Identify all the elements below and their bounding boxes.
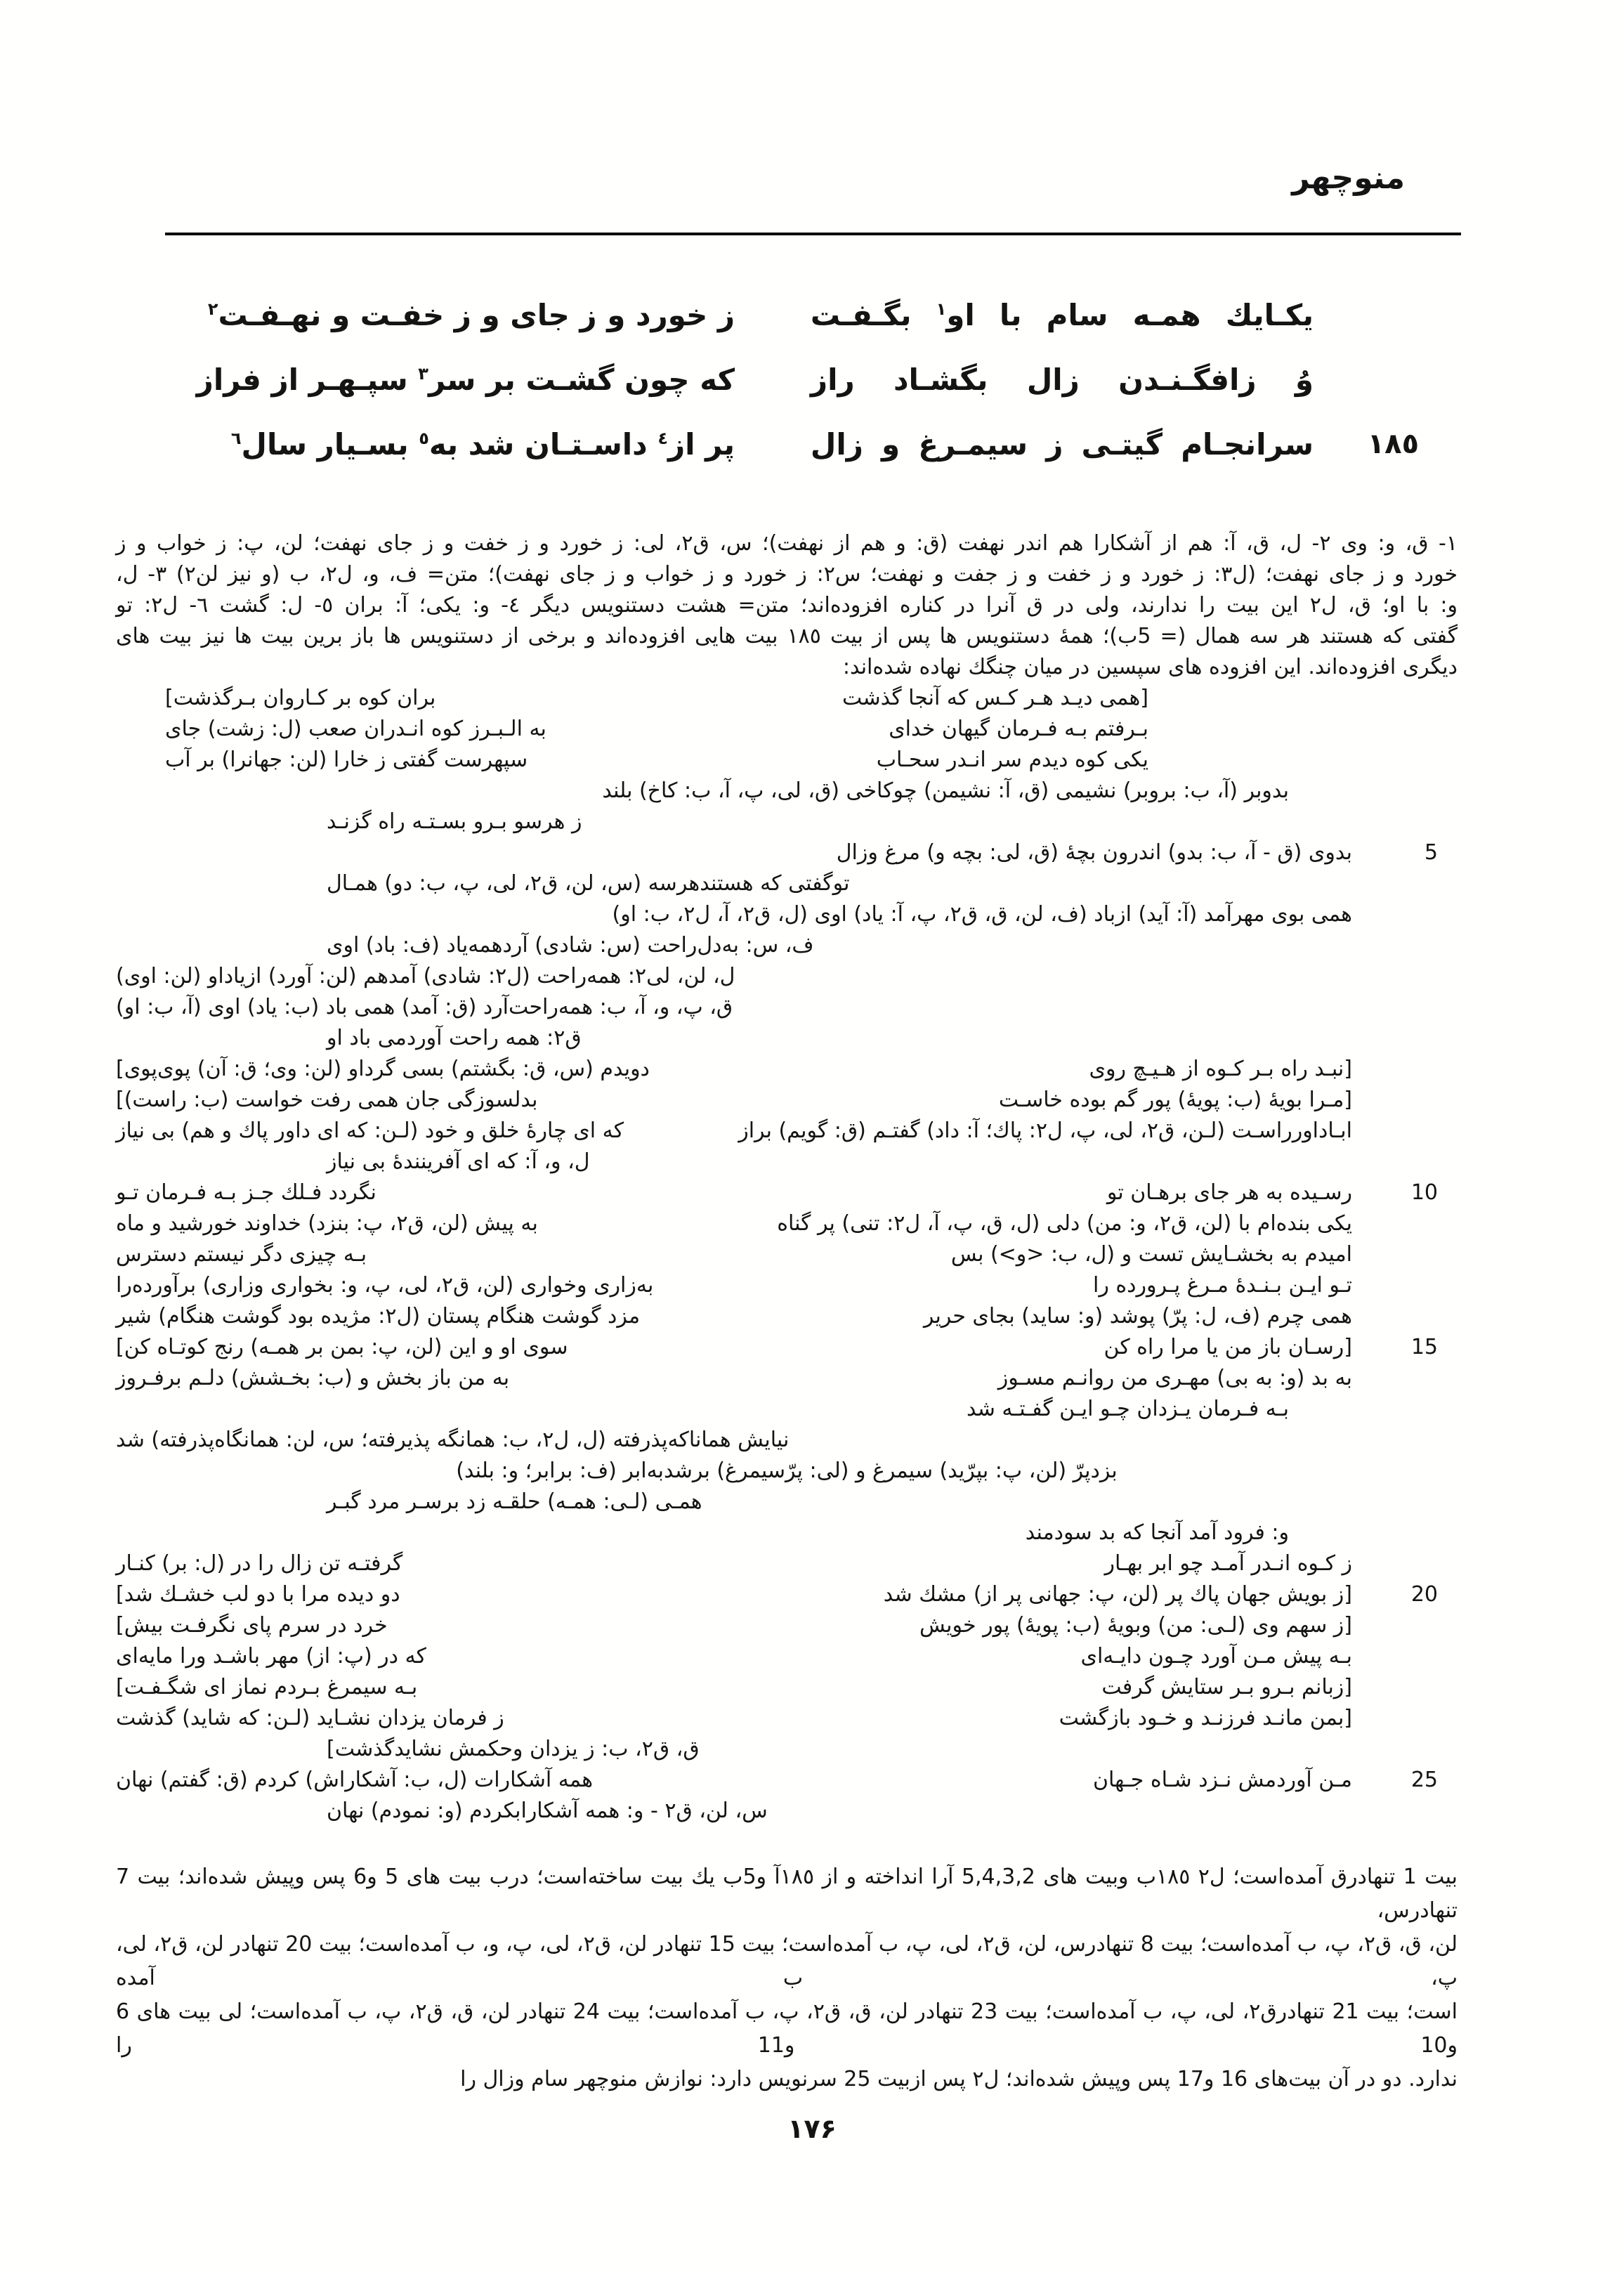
hemistich-left: نگردد فـلك جـز بـه فـرمان تـو: [116, 1180, 376, 1205]
hemistich-right: تـو ايـن بـنـدهٔ مـرغ پـرورده را: [1093, 1273, 1352, 1298]
apparatus-text-line: [116, 1456, 1458, 1487]
hemistich-left: دو ديده مرا با دو لب خشـك شد]: [116, 1582, 400, 1607]
apparatus-text-line: [116, 992, 1458, 1023]
footnote-marker: ٤: [657, 428, 668, 448]
line-text: ل، لن، لى٢: همه‌راحت (ل٢: شادى) آمدهم (لن: آورد) ازياداو (لن: اوى): [116, 964, 735, 988]
hemistich-left: بـه چيزى دگر نيستم دسترس: [116, 1242, 367, 1267]
verse-couplet: [116, 282, 1458, 347]
line-text: ق، پ، و، آ، ب: همه‌راحت‌آرد (ق: آمد) همى باد (ب: ياد) اوى (آ، ب: او): [116, 995, 733, 1019]
apparatus-text-line: [116, 961, 1458, 992]
line-text: است؛ بيت 21 تنهادرق٢، لى، پ، ب آمده‌است؛ بيت 23 تنهادر لن، ق، ق٢، پ، ب آمده‌است؛ بيت 24 تنهادر لن، ق، ق٢، پ، ب آمده‌است؛ لى بيت هاى 6 و10 و11 را: [116, 1999, 1458, 2058]
line-text: خورد و ز جاى نهفت؛ (ل٣: ز خورد و ز خفت و ز جفت و نهفت؛ س٢: ز خورد و ز خواب و ز جاى نهفت)؛ متن= ف، و، ل٢، ب (و نيز لن٢) ٣- ل،: [116, 562, 1458, 587]
line-text: ف، س: به‌دل‌راحت (س: شادى) آردهمه‌ياد (ف: باد) اوى: [327, 933, 814, 958]
apparatus-verse-line: [116, 1579, 1458, 1610]
line-text: ١- ق، و: وى ٢- ل، ق، آ: هم از آشكارا هم اندر نهفت (ق: و هم از نهفت)؛ س، ق٢، لى: ز خورد و ز خفت و ز جاى نهفت؛ لن، پ: ز خواب و ز: [116, 531, 1458, 556]
footnote-marker: ٣: [418, 363, 428, 384]
hemistich-right: [رسـان باز من يا مرا راه كن: [1104, 1335, 1352, 1359]
apparatus-text-line: [116, 1517, 1458, 1548]
line-text: لن، ق، ق٢، پ، ب آمده‌است؛ بيت 8 تنهادرس، لن، ق٢، لى، پ، ب آمده‌است؛ بيت 15 تنهادر لن، ق٢، لى، پ، و، ب آمده‌است؛ بيت 20 تنهادر لن، ق٢، لى، پ، ب آمده: [116, 1932, 1458, 1990]
hemistich-left: دويدم (س، ق: بگشتم) بسى گرداو (لن: وى؛ ق: آن) پوى‌پوى]: [116, 1057, 650, 1081]
apparatus-text-line: [116, 1995, 1458, 2063]
apparatus-text-line: [116, 1928, 1458, 1995]
hemistich-left: سپهرست گفتى ز خارا (لن: جهانرا) بر آب: [165, 747, 528, 772]
apparatus-verse-line: [116, 1610, 1458, 1641]
line-text: توگفتى كه هستندهرسه (س، لن، ق٢، لى، پ، ب: دو) همـال: [327, 871, 850, 896]
line-text: بزدپرّ (لن، پ: بپرّيد) سيمرغ و (لى: پرّسيمرغ) برشدبه‌ابر (ف: برابر؛ و: بلند): [456, 1458, 1118, 1483]
hemistich-left: كه اى چارهٔ خلق و خود (لـن: كه اى داور پاك و هم) بى نياز: [116, 1118, 624, 1143]
verse-couplet: [116, 412, 1458, 476]
apparatus-text-line: [116, 1394, 1458, 1425]
apparatus-text-line: [116, 528, 1458, 559]
apparatus-text-line: [116, 807, 1458, 837]
apparatus-verse-line: [116, 714, 1458, 745]
hemistich-left: پر از$^٤$ داسـتـان شد به$^٥$ بسـيار سال$^٦$: [230, 426, 735, 462]
footnote-marker: ٦: [230, 428, 242, 448]
hemistich-left: به الـبـرز كوه انـدران صعب (ل: زشت) جاى: [165, 717, 546, 741]
apparatus-verse-line: [116, 1116, 1458, 1147]
apparatus-text-line: [116, 1860, 1458, 1928]
margin-verse-number: 15: [1410, 1335, 1438, 1359]
hemistich-left: بدلسوزگى جان همى رفت خواست (ب: راست)]: [116, 1088, 538, 1112]
line-text: بدوبر (آ، ب: بروبر) نشيمى (ق، آ: نشيمن) چوكاخى (ق، لى، پ، آ، ب: كاخ) بلند: [602, 778, 1289, 803]
line-text: نيايش هماناكه‌پذرفته (ل، ل٢، ب: همانگه پذيرفته؛ س، لن: همانگاه‌پذرفته) شد: [116, 1428, 790, 1452]
hemistich-left: گرفتـه تن زال را در (ل: بر) كنـار: [116, 1551, 403, 1576]
apparatus-verse-line: [116, 1177, 1458, 1208]
hemistich-left: ز خورد و ز جاى و ز خفـت و نهـفـت$^٢$: [207, 297, 735, 332]
apparatus-text-line: [116, 652, 1458, 683]
hemistich-right: [زبانم بـرو بـر ستايش گرفت: [1101, 1675, 1352, 1699]
hemistich-left: به‌زارى وخوارى (لن، ق٢، لى، پ، و: بخوارى وزارى) برآورده‌را: [116, 1273, 654, 1298]
line-text: ق، ق٢، ب: ز يزدان وحكمش نشايدگذشت]: [327, 1737, 700, 1761]
footnote-marker: ٢: [207, 299, 218, 319]
apparatus-verse-line: [116, 1301, 1458, 1332]
margin-verse-number: 20: [1410, 1582, 1438, 1607]
apparatus-text-line: [116, 559, 1458, 590]
apparatus-text-line: [116, 1734, 1458, 1765]
line-text: بيت 1 تنهادرق آمده‌است؛ ل٢ ١٨٥ب وبيت هاى 5,4,3,2 آرا انداخته و از ١٨٥آ و5ب يك بيت ساخته‌است؛ درب بيت هاى 5 و6 پس وپيش شده‌اند؛ بيت 7 تنهادرس،: [116, 1865, 1458, 1923]
hemistich-right: [همى ديـد هـر كـس كه آنجا گذشت: [842, 686, 1148, 710]
margin-verse-number: 25: [1410, 1768, 1438, 1792]
hemistich-right: بـه پيش مـن آورد چـون دايـه‌اى: [1080, 1644, 1352, 1669]
apparatus-verse-line: [116, 1208, 1458, 1239]
apparatus-verse-line: [116, 1548, 1458, 1579]
apparatus-text-line: [116, 776, 1458, 807]
line-text: و: فرود آمد آنجا كه بد سودمند: [1025, 1520, 1289, 1545]
line-text: گفتى كه هستند هر سه همال (= 5ب)؛ همهٔ دستنويس ها پس از بيت ١٨٥ بيت هايى افزوده‌اند و برخى از دستنويس ها باز برين بيت ها نيز بيت هاى: [116, 624, 1458, 648]
header-rule: [165, 233, 1461, 235]
apparatus-verse-line: [116, 683, 1458, 714]
apparatus-verse-line: [116, 1085, 1458, 1116]
hemistich-right: يكى كوه ديدم سر انـدر سحـاب: [876, 747, 1148, 772]
hemistich-right: اميدم به بخشـايش تست و (ل، ب: <و>) بس: [950, 1242, 1352, 1267]
footnote-marker: ٥: [419, 428, 429, 448]
line-text: همـى (لـى: همـه) حلقـه زد برسـر مرد گبـر: [327, 1489, 702, 1514]
hemistich-left: خرد در سرم پاى نگرفـت بيش]: [116, 1613, 388, 1638]
apparatus-verse-line: [116, 1270, 1458, 1301]
page-number: ١٧۶: [787, 2113, 837, 2144]
hemistich-right: مـن آوردمش نـزد شـاه جـهان: [1093, 1768, 1352, 1792]
hemistich-left: به پيش (لن، ق٢، پ: بنزد) خداوند خورشيد و ماه: [116, 1211, 538, 1236]
line-text: همى بوى مهرآمد (آ: آيد) ازباد (ف، لن، ق، ق٢، پ، آ: ياد) اوى (ل، ق٢، آ، ل٢، ب: او): [612, 902, 1352, 927]
hemistich-right: يكـايك همـه سام با او$^١$ بگـفـت: [810, 297, 1314, 332]
hemistich-right: رسـيده به هر جاى برهـان تو: [1106, 1180, 1352, 1205]
line-text: بـه فـرمان يـزدان چـو ايـن گفـتـه شد: [967, 1397, 1289, 1421]
margin-verse-number: 5: [1424, 840, 1438, 865]
hemistich-right: همى چرم (ف، ل: پرّ) پوشد (و: سايد) بجاى حرير: [923, 1304, 1352, 1328]
hemistich-left: همه آشكارات (ل، ب: آشكاراش) كردم (ق: گفتم) نهان: [116, 1768, 594, 1792]
line-text: بدوى (ق - آ، ب: بدو) اندرون بچهٔ (ق، لى: بچه و) مرغ وزال: [836, 840, 1352, 865]
line-text: ديگرى افزوده‌اند. اين افزوده هاى سپسين در ميان چنگك نهاده شده‌اند:: [842, 655, 1458, 679]
line-text: ندارد. دو در آن بيت‌هاى 16 و17 پس وپيش شده‌اند؛ ل٢ پس ازبيت 25 سرنويس دارد: نوازش منوچهر سام وزال را: [460, 2067, 1458, 2091]
hemistich-left: مزد گوشت هنگام پستان (ل٢: مژيده بود گوشت هنگام) شير: [116, 1304, 641, 1328]
critical-apparatus: [116, 528, 1458, 1827]
line-text: ق٢: همه راحت آوردمى باد او: [327, 1026, 582, 1050]
footnote-paragraph: [116, 1860, 1458, 2096]
hemistich-right: يكى بنده‌ام با (لن، ق٢، و: من) دلى (ل، ق، پ، آ، ل٢: تنى) پر گناه: [777, 1211, 1352, 1236]
apparatus-verse-line: [116, 1239, 1458, 1270]
hemistich-right: وُ زافگـنـدن زال بگشـاد راز: [810, 362, 1314, 397]
apparatus-verse-line: [116, 1703, 1458, 1734]
hemistich-right: [ز سهم وى (لـى: من) وبويهٔ (ب: پويهٔ) پور خويش: [919, 1613, 1352, 1638]
apparatus-verse-line: [116, 745, 1458, 776]
hemistich-left: بران كوه بر كـاروان بـرگذشت]: [165, 686, 436, 710]
apparatus-text-line: [116, 837, 1458, 868]
apparatus-text-line: [116, 868, 1458, 899]
apparatus-text-line: [116, 1147, 1458, 1177]
apparatus-text-line: [116, 930, 1458, 961]
footnote-marker: ١: [936, 299, 947, 319]
apparatus-text-line: [116, 1425, 1458, 1456]
line-text: ل، و، آ: كه اى آفرينندهٔ بى نياز: [327, 1149, 590, 1174]
apparatus-text-line: [116, 1796, 1458, 1827]
line-text: ز هرسو بـرو بسـتـه راه گزنـد: [327, 809, 582, 834]
apparatus-verse-line: [116, 1332, 1458, 1363]
hemistich-right: سرانجـام گيتـى ز سيمـرغ و زال: [810, 426, 1314, 462]
hemistich-right: ز كـوه انـدر آمـد چو ابر بهـار: [1104, 1551, 1352, 1576]
chapter-header: منوچهر: [1292, 160, 1405, 196]
margin-verse-number: 10: [1410, 1180, 1438, 1205]
hemistich-left: ز فرمان يزدان نشـايد (لـن: كه شايد) گذشت: [116, 1706, 504, 1730]
verse-couplet: [116, 347, 1458, 412]
apparatus-text-line: [116, 590, 1458, 621]
hemistich-left: سوى او و اين (لن، پ: بمن بر همـه) رنج كوتـاه كن]: [116, 1335, 568, 1359]
line-text: س، لن، ق٢ - و: همه آشكارابكردم (و: نمودم) نهان: [327, 1798, 768, 1823]
hemistich-right: [بمن مانـد فرزنـد و خـود بازگشت: [1059, 1706, 1352, 1730]
apparatus-text-line: [116, 1023, 1458, 1054]
hemistich-right: ابـاداورراسـت (لـن، ق٢، لى، پ، ل٢: پاك؛ آ: داد) گفتـم (ق: گويم) براز: [738, 1118, 1352, 1143]
apparatus-text-line: [116, 2063, 1458, 2096]
apparatus-verse-line: [116, 1363, 1458, 1394]
main-verses: [116, 282, 1458, 476]
apparatus-text-line: [116, 899, 1458, 930]
hemistich-right: [نبـد راه بـر كـوه از هـيـچ روى: [1089, 1057, 1352, 1081]
apparatus-text-line: [116, 621, 1458, 652]
hemistich-left: بـه سيمرغ بـردم نماز اى شگـفـت]: [116, 1675, 418, 1699]
hemistich-left: به من باز بخش و (ب: بخـشش) دلـم برفـروز: [116, 1366, 510, 1390]
line-text: و: با او؛ ق، ل٢ اين بيت را ندارند، ولى در ق آنرا در كناره افزوده‌اند؛ متن= هشت دستنويس ديگر ٤- و: يكى؛ آ: بران ٥- ل: گشت ٦- ل٢: تو: [116, 593, 1458, 618]
apparatus-verse-line: [116, 1641, 1458, 1672]
apparatus-text-line: [116, 1487, 1458, 1517]
hemistich-right: به بد (و: به بى) مهـرى من روانـم مسـوز: [997, 1366, 1352, 1390]
hemistich-left: كه در (پ: از) مهر باشـد ورا مايه‌اى: [116, 1644, 426, 1669]
hemistich-right: بـرفتم بـه فـرمان گيهان خداى: [889, 717, 1148, 741]
apparatus-verse-line: [116, 1672, 1458, 1703]
verse-number: ١٨٥: [1367, 428, 1419, 460]
hemistich-left: كه چون گشـت بر سر$^٣$ سپـهـر از فراز: [196, 362, 735, 397]
apparatus-verse-line: [116, 1765, 1458, 1796]
apparatus-verse-line: [116, 1054, 1458, 1085]
hemistich-right: [مـرا بويهٔ (ب: پويهٔ) پور گم بوده خاسـت: [998, 1088, 1352, 1112]
hemistich-right: [ز بويش جهان پاك پر (لن، پ: جهانى پر از) مشك شد: [883, 1582, 1352, 1607]
